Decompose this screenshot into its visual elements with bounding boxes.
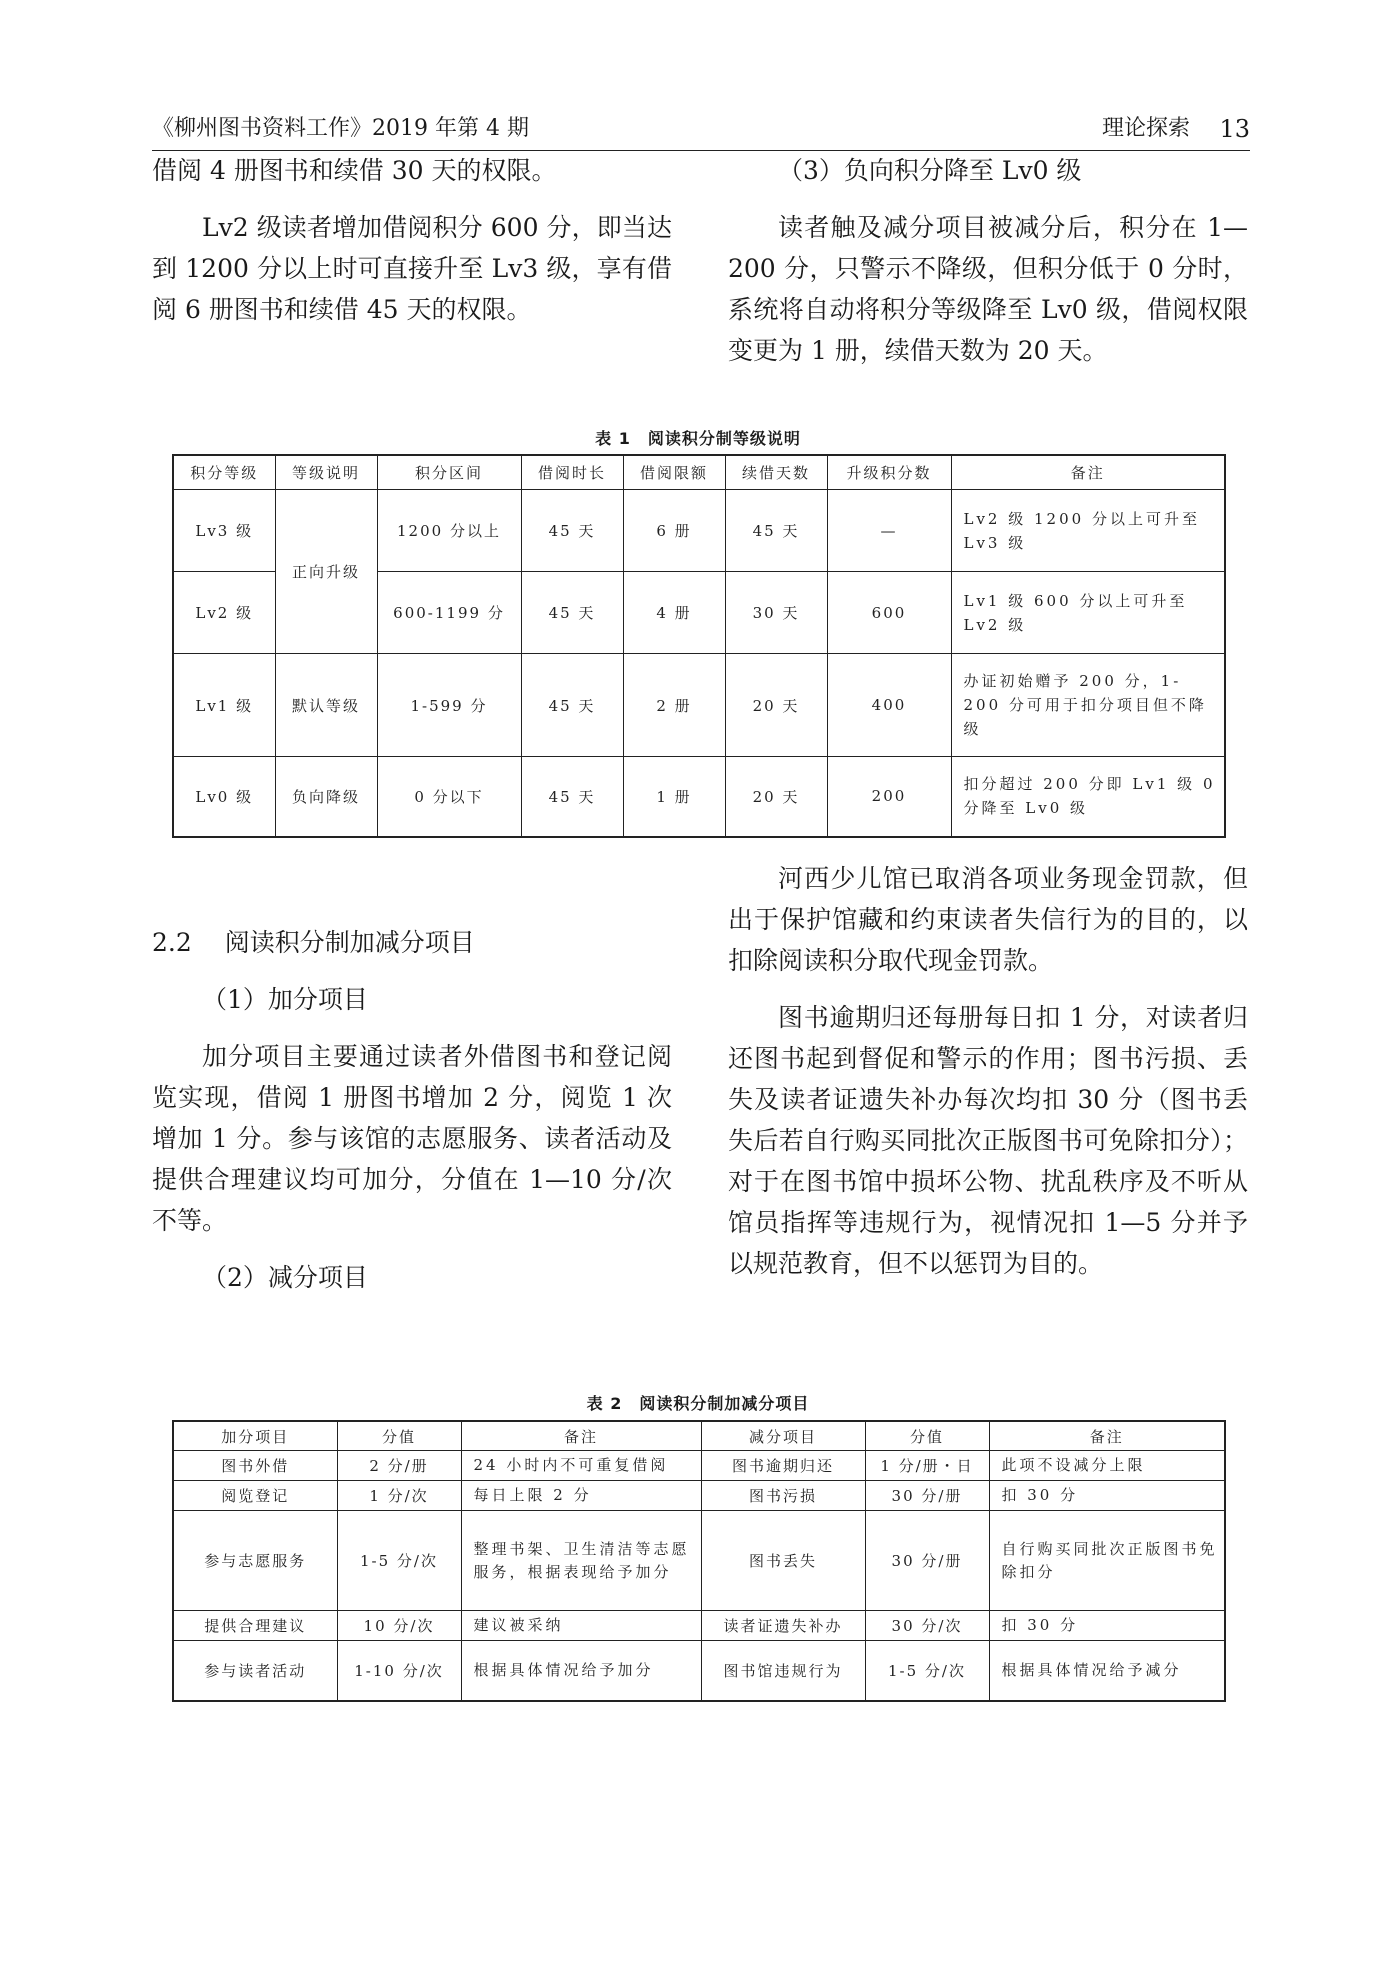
cell-add-score: 1-5 分/次: [337, 1511, 461, 1611]
header-cell: 加分项目: [173, 1421, 337, 1451]
header-cell: 借阅时长: [521, 455, 623, 490]
cell-sub-note: 扣 30 分: [989, 1481, 1225, 1511]
cell-limit: 4 册: [623, 572, 725, 654]
cell-add-score: 10 分/次: [337, 1611, 461, 1641]
cell-renew: 45 天: [725, 490, 827, 572]
section-heading: 2.2 阅读积分制加减分项目: [152, 928, 475, 957]
heading-negative-points: （3）负向积分降至 Lv0 级: [778, 156, 1082, 185]
cell-sub-note: 自行购买同批次正版图书免除扣分: [989, 1511, 1225, 1611]
cell-add-item: 参与志愿服务: [173, 1511, 337, 1611]
cell-range: 1200 分以上: [377, 490, 521, 572]
cell-duration: 45 天: [521, 757, 623, 837]
cell-limit: 2 册: [623, 654, 725, 757]
table-row: [173, 1641, 1225, 1701]
continued-line: 借阅 4 册图书和续借 30 天的权限。: [152, 156, 557, 185]
cell-sub-score: 30 分/册: [865, 1511, 989, 1611]
cell-level: Lv3 级: [173, 490, 275, 572]
cell-range: 600-1199 分: [377, 572, 521, 654]
cell-upgrade: —: [827, 490, 951, 572]
header-cell: 分值: [337, 1421, 461, 1451]
cell-renew: 20 天: [725, 654, 827, 757]
cell-note: Lv1 级 600 分以上可升至 Lv2 级: [951, 572, 1225, 654]
cell-desc: 负向降级: [275, 757, 377, 837]
table-row: [173, 1511, 1225, 1611]
cell-desc: 默认等级: [275, 654, 377, 757]
header-cell: 减分项目: [701, 1421, 865, 1451]
cell-level: Lv0 级: [173, 757, 275, 837]
cell-duration: 45 天: [521, 572, 623, 654]
table-row: [173, 654, 1225, 757]
table-header-row: [173, 455, 1225, 490]
cell-add-note: 整理书架、卫生清洁等志愿服务，根据表现给予加分: [461, 1511, 701, 1611]
cell-add-item: 图书外借: [173, 1451, 337, 1481]
cell-sub-item: 读者证遗失补办: [701, 1611, 865, 1641]
table-row: [173, 1481, 1225, 1511]
paragraph-add-items: 加分项目主要通过读者外借图书和登记阅览实现，借阅 1 册图书增加 2 分，阅览 1 次增加 1 分。参与该馆的志愿服务、读者活动及提供合理建议均可加分，分值在 1—10 分/次不等。: [152, 1042, 672, 1235]
cell-sub-score: 1-5 分/次: [865, 1641, 989, 1701]
cell-renew: 20 天: [725, 757, 827, 837]
page-number: 13: [1219, 115, 1250, 143]
header-cell: 备注: [461, 1421, 701, 1451]
cell-add-item: 阅览登记: [173, 1481, 337, 1511]
table-row: [173, 1451, 1225, 1481]
cell-sub-item: 图书污损: [701, 1481, 865, 1511]
paragraph-lv2: Lv2 级读者增加借阅积分 600 分，即当达到 1200 分以上时可直接升至 Lv3 级，享有借阅 6 册图书和续借 45 天的权限。: [152, 213, 672, 324]
cell-sub-item: 图书丢失: [701, 1511, 865, 1611]
cell-add-item: 提供合理建议: [173, 1611, 337, 1641]
paragraph-negative-points: 读者触及减分项目被减分后，积分在 1—200 分，只警示不降级，但积分低于 0 分时，系统将自动将积分等级降至 Lv0 级，借阅权限变更为 1 册，续借天数为 20 天。: [728, 213, 1248, 365]
cell-sub-score: 1 分/册・日: [865, 1451, 989, 1481]
cell-sub-note: 此项不设减分上限: [989, 1451, 1225, 1481]
cell-sub-score: 30 分/册: [865, 1481, 989, 1511]
subheading-add-items: （1）加分项目: [202, 985, 368, 1014]
cell-level: Lv1 级: [173, 654, 275, 757]
cell-sub-note: 根据具体情况给予减分: [989, 1641, 1225, 1701]
subheading-deduct-items: （2）减分项目: [202, 1263, 368, 1292]
cell-note: 扣分超过 200 分即 Lv1 级 0 分降至 Lv0 级: [951, 757, 1225, 837]
table-add-deduct-items: [172, 1420, 1226, 1702]
cell-add-note: 24 小时内不可重复借阅: [461, 1451, 701, 1481]
table-row: [173, 757, 1225, 837]
section-name: 理论探索: [1101, 116, 1190, 141]
left-column-middle: [152, 922, 672, 1298]
cell-add-score: 1-10 分/次: [337, 1641, 461, 1701]
header-cell: 积分区间: [377, 455, 521, 490]
cell-limit: 1 册: [623, 757, 725, 837]
cell-note: 办证初始赠予 200 分，1-200 分可用于扣分项目但不降级: [951, 654, 1225, 757]
cell-add-item: 参与读者活动: [173, 1641, 337, 1701]
header-cell: 等级说明: [275, 455, 377, 490]
cell-duration: 45 天: [521, 490, 623, 572]
paragraph-hexi: 河西少儿馆已取消各项业务现金罚款，但出于保护馆藏和约束读者失信行为的目的，以扣除阅读积分取代现金罚款。: [728, 864, 1248, 975]
cell-add-note: 根据具体情况给予加分: [461, 1641, 701, 1701]
header-cell: 备注: [951, 455, 1225, 490]
cell-sub-item: 图书馆违规行为: [701, 1641, 865, 1701]
cell-sub-item: 图书逾期归还: [701, 1451, 865, 1481]
header-cell: 续借天数: [725, 455, 827, 490]
cell-upgrade: 600: [827, 572, 951, 654]
table-row: [173, 490, 1225, 572]
cell-limit: 6 册: [623, 490, 725, 572]
header-cell: 升级积分数: [827, 455, 951, 490]
left-column-top: [152, 150, 672, 330]
running-head: [152, 112, 1250, 151]
right-column-top: [728, 150, 1248, 371]
table1-caption: 表 1 阅读积分制等级说明: [595, 429, 801, 448]
cell-upgrade: 400: [827, 654, 951, 757]
cell-add-score: 2 分/册: [337, 1451, 461, 1481]
header-cell: 借阅限额: [623, 455, 725, 490]
table-points-levels: [172, 454, 1226, 838]
table-header-row: [173, 1421, 1225, 1451]
cell-add-score: 1 分/次: [337, 1481, 461, 1511]
journal-title: 《柳州图书资料工作》2019 年第 4 期: [152, 116, 529, 141]
cell-renew: 30 天: [725, 572, 827, 654]
cell-sub-note: 扣 30 分: [989, 1611, 1225, 1641]
cell-add-note: 每日上限 2 分: [461, 1481, 701, 1511]
cell-note: Lv2 级 1200 分以上可升至 Lv3 级: [951, 490, 1225, 572]
cell-level: Lv2 级: [173, 572, 275, 654]
table2-caption: 表 2 阅读积分制加减分项目: [586, 1394, 810, 1413]
header-cell: 积分等级: [173, 455, 275, 490]
cell-add-note: 建议被采纳: [461, 1611, 701, 1641]
header-cell: 备注: [989, 1421, 1225, 1451]
paragraph-overdue: 图书逾期归还每册每日扣 1 分，对读者归还图书起到督促和警示的作用；图书污损、丢失及读者证遗失补办每次均扣 30 分（图书丢失后若自行购买同批次正版图书可免除扣分）；对于在图书馆中损坏公物、扰乱秩序及不听从馆员指挥等违规行为，视情况扣 1—5 分并予以规范教育，但不以惩罚为目的。: [728, 1003, 1248, 1278]
cell-upgrade: 200: [827, 757, 951, 837]
cell-range: 1-599 分: [377, 654, 521, 757]
cell-range: 0 分以下: [377, 757, 521, 837]
cell-desc: 正向升级: [275, 490, 377, 654]
cell-duration: 45 天: [521, 654, 623, 757]
table-row: [173, 1611, 1225, 1641]
cell-sub-score: 30 分/次: [865, 1611, 989, 1641]
header-cell: 分值: [865, 1421, 989, 1451]
right-column-middle: [728, 858, 1248, 1284]
